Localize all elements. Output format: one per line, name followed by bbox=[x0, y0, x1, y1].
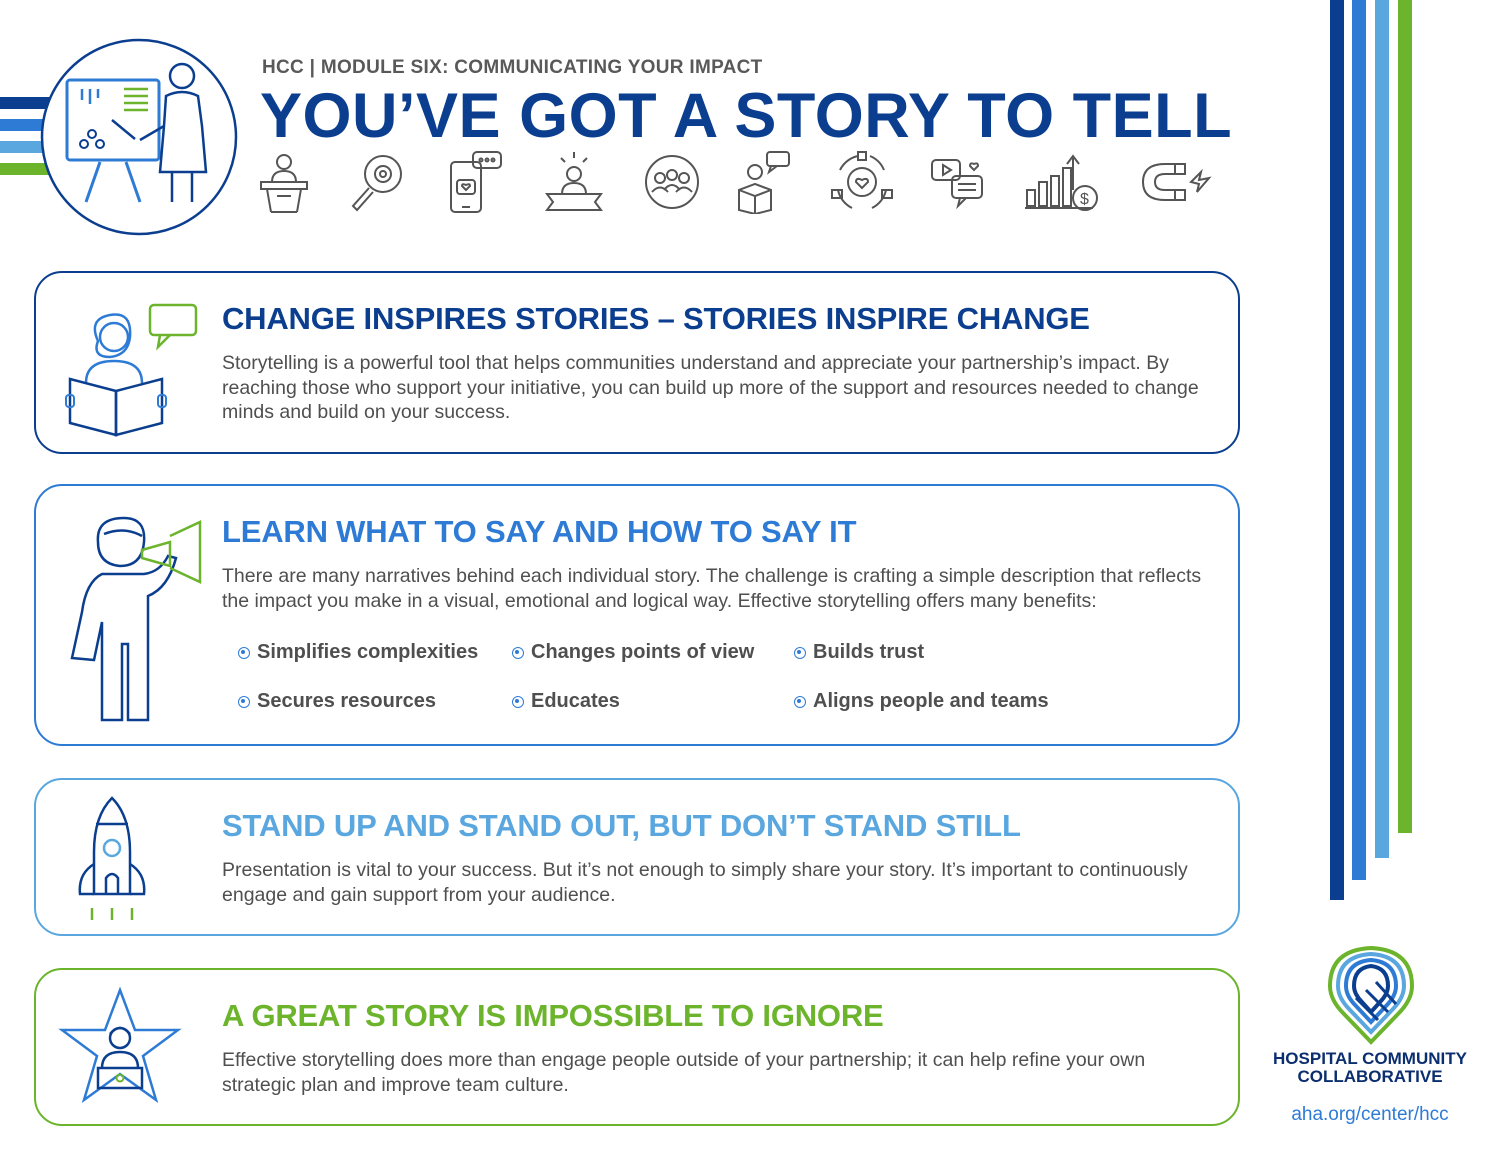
magnet-icon bbox=[1135, 150, 1215, 214]
bullet-icon bbox=[512, 696, 524, 708]
benefit-item: Secures resources bbox=[238, 690, 436, 713]
section-title: A GREAT STORY IS IMPOSSIBLE TO IGNORE bbox=[222, 998, 884, 1033]
benefit-item: Aligns people and teams bbox=[794, 690, 1049, 713]
rocket-icon bbox=[76, 794, 156, 924]
reader-speech-bubble-icon bbox=[64, 299, 204, 439]
podium-speaker-icon bbox=[255, 150, 313, 214]
page-title: YOU’VE GOT A STORY TO TELL bbox=[260, 81, 1233, 151]
section-learn-what-to-say bbox=[34, 484, 1240, 746]
vbar-navy bbox=[1330, 0, 1344, 900]
vbar-lightblue bbox=[1375, 0, 1389, 858]
bullet-icon bbox=[794, 696, 806, 708]
section-stand-up bbox=[34, 778, 1240, 936]
bullet-icon bbox=[238, 647, 250, 659]
section-body: Storytelling is a powerful tool that helps communities understand and appreciate your partnership’s impact. By reaching those who support your initiative, you can build up more of the support and resources needed to change minds and build on your success. bbox=[222, 352, 1199, 423]
section-title: STAND UP AND STAND OUT, BUT DON’T STAND STILL bbox=[222, 808, 1021, 843]
presenter-icon bbox=[40, 34, 240, 240]
vbar-blue bbox=[1352, 0, 1366, 880]
svg-text:$: $ bbox=[1080, 191, 1089, 208]
website-link[interactable]: aha.org/center/hcc bbox=[1291, 1104, 1449, 1125]
phone-chat-icon bbox=[445, 150, 507, 214]
heart-gear-cycle-icon bbox=[830, 150, 894, 214]
section-body: Presentation is vital to your success. But it’s not enough to simply share your story. It’s important to continuously engage and gain support from your audience. bbox=[222, 859, 1188, 906]
person-megaphone-icon bbox=[64, 512, 214, 728]
benefit-item: Builds trust bbox=[794, 641, 924, 664]
section-body: There are many narratives behind each individual story. The challenge is crafting a simple description that reflects the impact you make in a visual, emotional and logical way. Effective storytelling offers many benefits: bbox=[222, 565, 1202, 612]
bullet-icon bbox=[512, 647, 524, 659]
benefit-item: Educates bbox=[512, 690, 620, 713]
bullet-icon bbox=[238, 696, 250, 708]
video-chat-icon bbox=[930, 150, 992, 214]
magnifier-gear-icon bbox=[347, 150, 407, 214]
hcc-logo bbox=[1326, 944, 1416, 1046]
section-title: LEARN WHAT TO SAY AND HOW TO SAY IT bbox=[222, 514, 857, 549]
vbar-green bbox=[1398, 0, 1412, 833]
benefit-item: Changes points of view bbox=[512, 641, 754, 664]
section-great-story bbox=[34, 968, 1240, 1126]
header-icon-row bbox=[255, 150, 1225, 216]
org-name: HOSPITAL COMMUNITY COLLABORATIVE bbox=[1273, 1049, 1467, 1086]
star-person-laptop-icon bbox=[58, 986, 182, 1106]
bullet-icon bbox=[794, 647, 806, 659]
section-title: CHANGE INSPIRES STORIES – STORIES INSPIRE CHANGE bbox=[222, 301, 1090, 336]
group-circle-icon bbox=[641, 150, 703, 214]
section-change-inspires bbox=[34, 271, 1240, 454]
person-box-chat-icon bbox=[735, 150, 797, 214]
benefit-item: Simplifies complexities bbox=[238, 641, 478, 664]
module-eyebrow: HCC | MODULE SIX: COMMUNICATING YOUR IMPACT bbox=[262, 57, 763, 78]
growth-chart-dollar-icon bbox=[1023, 150, 1103, 214]
section-body: Effective storytelling does more than engage people outside of your partnership; it can help refine your own strategic plan and improve team culture. bbox=[222, 1049, 1146, 1096]
award-person-icon bbox=[543, 150, 605, 214]
